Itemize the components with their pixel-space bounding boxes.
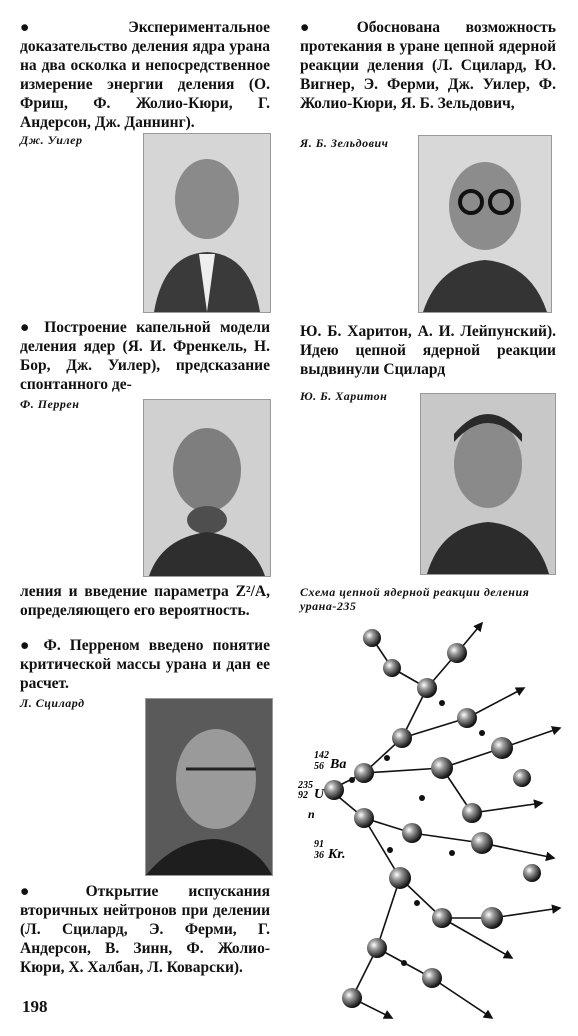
kr-mass-number: 91: [314, 839, 324, 850]
ba-atomic-number: 56: [314, 761, 324, 772]
portrait-szilard: [145, 698, 273, 876]
caption-perrin: Ф. Перрен: [20, 397, 80, 411]
portrait-khariton: [420, 393, 556, 575]
chain-reaction-diagram: [292, 618, 574, 1030]
text-critical-mass: ● Ф. Перреном введено понятие критической массы урана и дан ее расчет.: [20, 637, 270, 692]
portrait-zeldovich: [418, 135, 552, 313]
neutron-symbol: n: [308, 807, 315, 821]
ba-symbol: Ba: [330, 757, 347, 772]
u-mass-number: 235: [298, 780, 313, 791]
caption-khariton: Ю. Б. Харитон: [300, 389, 388, 403]
kr-symbol: Kr.: [328, 847, 346, 862]
caption-chain-reaction-scheme: Схема цепной ядерной реакции деления урана-235: [300, 585, 530, 613]
portrait-wheeler: [143, 133, 271, 313]
text-experimental-fission: ● Экспериментальное доказательство деления ядра урана на два осколка и непосредственное измерение энергии деления (О. Фриш, Ф. Жолио-Кюри, Г. Андерсон, Дж. Даннинг).: [20, 19, 270, 131]
text-khariton-leipunsky: Ю. Б. Харитон, А. И. Лейпунский). Идею цепной ядерной реакции выдвинули Сцилард: [300, 323, 556, 378]
caption-zeldovich: Я. Б. Зельдович: [300, 136, 389, 150]
caption-szilard: Л. Сцилард: [20, 696, 85, 710]
u-symbol: U: [314, 787, 325, 802]
text-secondary-neutrons: ● Открытие испускания вторичных нейтронов при делении (Л. Сцилард, Э. Ферми, Г. Андерсон, В. Зинн, Ф. Жолио-Кюри, Х. Халбан, Л. Коварски).: [20, 883, 270, 976]
ba-mass-number: 142: [314, 750, 329, 761]
text-liquid-drop-model: ● Построение капельной модели деления ядер (Я. И. Френкель, Н. Бор, Дж. Уилер), предсказание спонтанного де-: [20, 319, 270, 393]
u-atomic-number: 92: [298, 790, 308, 801]
portrait-perrin: [143, 399, 271, 577]
caption-wheeler: Дж. Уилер: [20, 133, 83, 147]
kr-atomic-number: 36: [314, 850, 324, 861]
text-chain-reaction-possibility: ● Обоснована возможность протекания в уране цепной ядерной реакции деления (Л. Сцилард, Ю. Вигнер, Э. Ферми, Дж. Уилер, Ф. Жолио-Кюри, Я. Б. Зельдович,: [300, 19, 556, 112]
page-number: 198: [22, 997, 48, 1016]
text-spontaneous-fission: ления и введение параметра Z²/A, определяющего его вероятность.: [20, 583, 270, 619]
